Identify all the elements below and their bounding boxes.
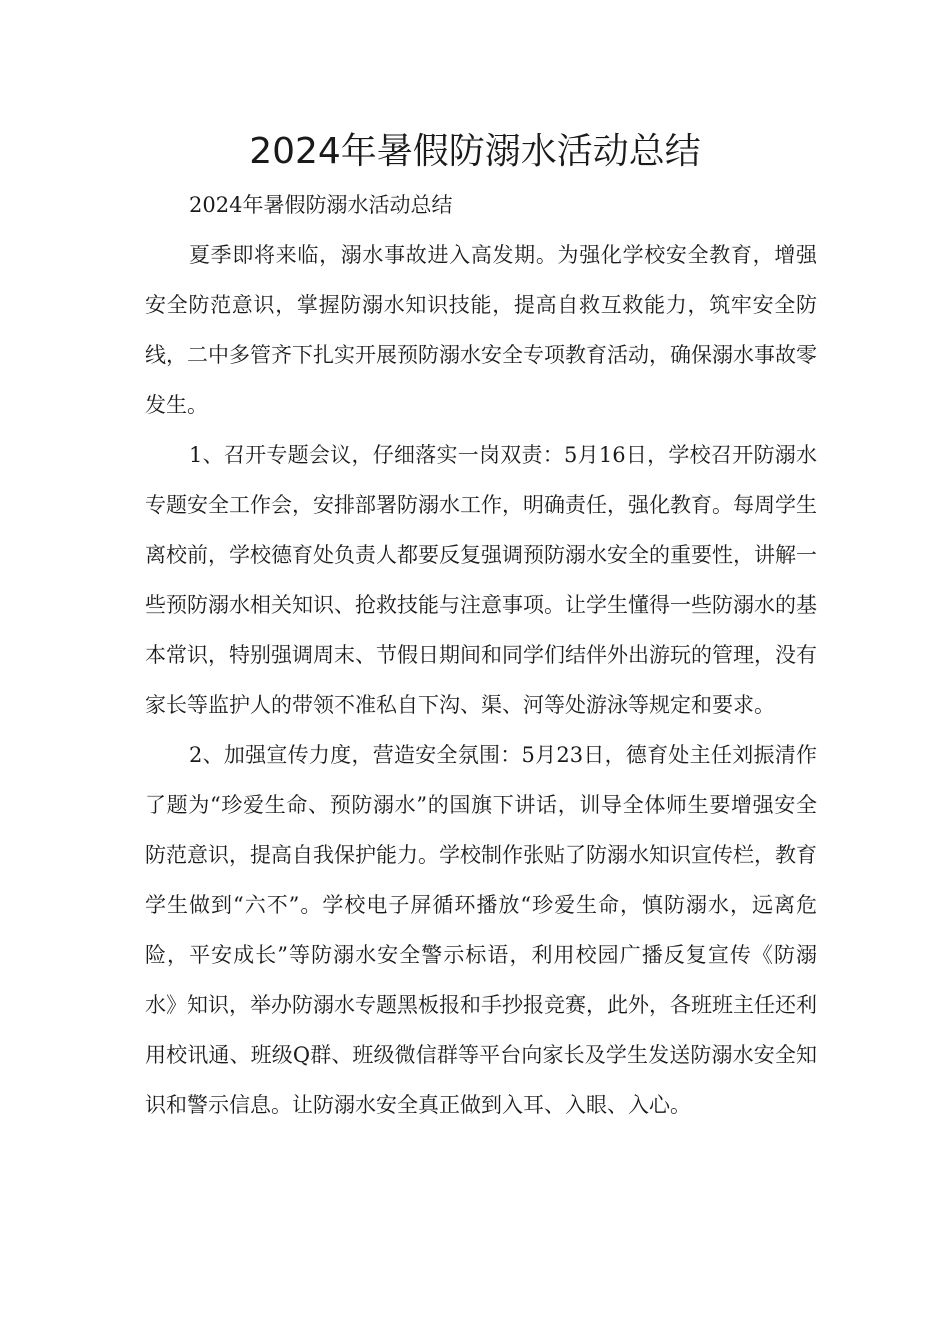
document-subtitle: 2024年暑假防溺水活动总结 bbox=[189, 193, 453, 217]
paragraph-publicity: 2、加强宣传力度，营造安全氛围：5月23日，德育处主任刘振清作了题为“珍爱生命、预防溺水”的国旗下讲话，训导全体师生要增强安全防范意识，提高自我保护能力。学校制作张贴了防溺水知识宣传栏，教育学生做到“六不”。学校电子屏循环播放“珍爱生命，慎防溺水，远离危险，平安成长”等防溺水安全警示标语，利用校园广播反复宣传《防溺水》知识，举办防溺水专题黑板报和手抄报竞赛，此外，各班班主任还利用校讯通、班级Q群、班级微信群等平台向家长及学生发送防溺水安全知识和警示信息。让防溺水安全真正做到入耳、入眼、入心。 bbox=[145, 743, 817, 1117]
document-body bbox=[145, 180, 817, 1130]
paragraph-meeting: 1、召开专题会议，仔细落实一岗双责：5月16日，学校召开防溺水专题安全工作会，安排部署防溺水工作，明确责任，强化教育。每周学生离校前，学校德育处负责人都要反复强调预防溺水安全的重要性，讲解一些预防溺水相关知识、抢救技能与注意事项。让学生懂得一些防溺水的基本常识，特别强调周末、节假日期间和同学们结伴外出游玩的管理，没有家长等监护人的带领不准私自下沟、渠、河等处游泳等规定和要求。 bbox=[145, 443, 817, 717]
document-title: 2024年暑假防溺水活动总结 bbox=[249, 131, 701, 172]
paragraph-intro: 夏季即将来临，溺水事故进入高发期。为强化学校安全教育，增强安全防范意识，掌握防溺水知识技能，提高自救互救能力，筑牢安全防线，二中多管齐下扎实开展预防溺水安全专项教育活动，确保溺水事故零发生。 bbox=[145, 243, 817, 417]
